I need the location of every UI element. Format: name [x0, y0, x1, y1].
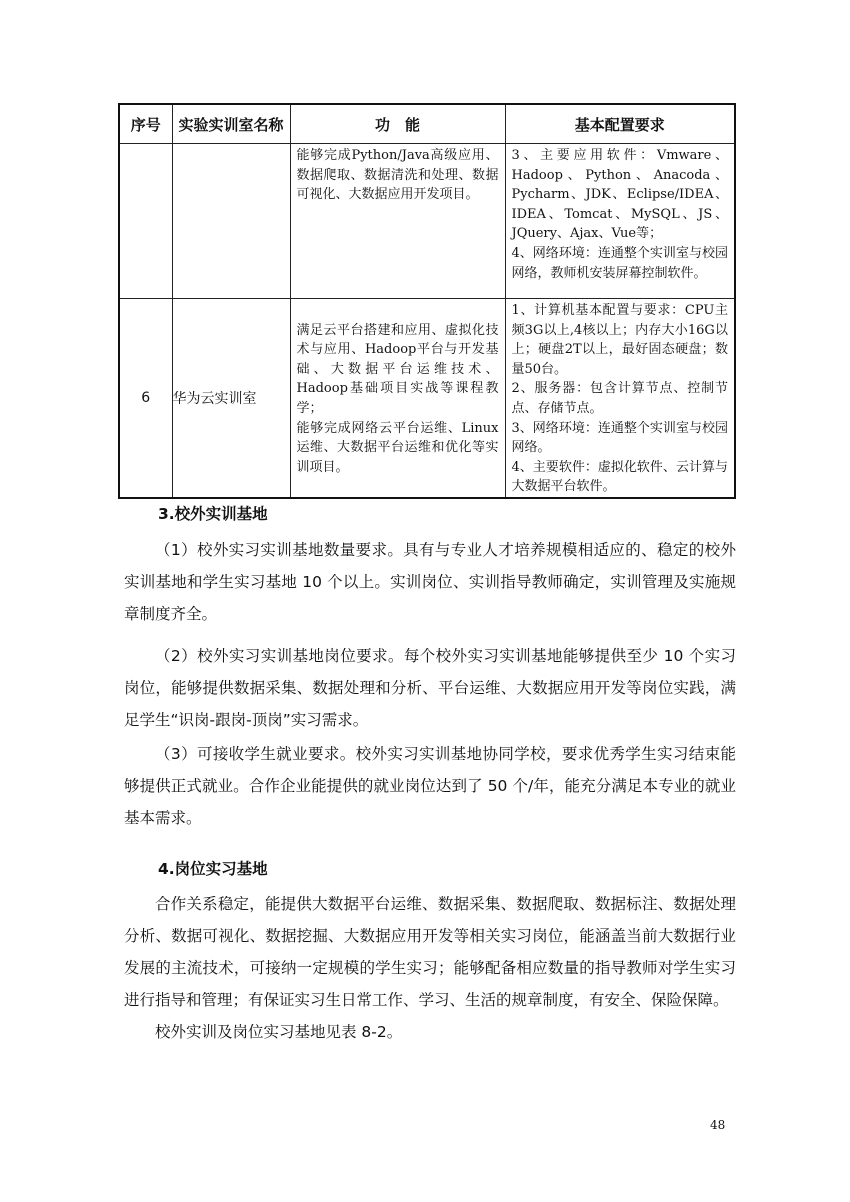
row-config: [505, 144, 735, 299]
row-function: [290, 144, 505, 299]
function-text: 能够完成Python/Java高级应用、数据爬取、数据清洗和处理、数据可视化、大数据应用开发项目。: [296, 148, 499, 203]
config-item: 3、网络环境：连通整个实训室与校园网络。: [511, 420, 728, 456]
section-title: 4.岗位实习基地: [158, 860, 268, 878]
paragraph: 合作关系稳定，能提供大数据平台运维、数据采集、数据爬取、数据标注、数据处理分析、数据可视化、数据挖掘、大数据应用开发等相关实习岗位，能涵盖当前大数据行业发展的主流技术，可接纳一定规模的学生实习；能够配备相应数量的指导教师对学生实习进行指导和管理；有保证实习生日常工作、学习、生活的规章制度，有安全、保险保障。: [124, 895, 736, 1009]
paragraph: （1）校外实习实训基地数量要求。具有与专业人才培养规模相适应的、稳定的校外实训基地和学生实习基地 10 个以上。实训岗位、实训指导教师确定，实训管理及实施规章制度齐全。: [124, 541, 736, 623]
paragraph: 校外实训及岗位实习基地见表 8-2。: [155, 1023, 403, 1041]
config-item: 2、服务器：包含计算节点、控制节点、存储节点。: [511, 381, 728, 416]
function-text: 满足云平台搭建和应用、虚拟化技术与应用、Hadoop平台与开发基础、大数据平台运维技术、Hadoop基础项目实战等课程教学；: [296, 322, 499, 416]
header-lab-name: 实验实训室名称: [172, 104, 290, 144]
row-config: [505, 299, 735, 498]
row-lab-name: [172, 144, 290, 299]
header-config: 基本配置要求: [505, 104, 735, 144]
page-number: 48: [710, 1118, 726, 1132]
row-no: 6: [119, 299, 172, 498]
table-row: [119, 144, 735, 299]
config-item: 4、网络环境：连通整个实训室与校园网络，教师机安装屏幕控制软件。: [511, 245, 728, 281]
table-header-row: [119, 104, 735, 144]
lab-config-table: [118, 103, 736, 499]
paragraph: （3）可接收学生就业要求。校外实习实训基地协同学校，要求优秀学生实习结束能够提供正式就业。合作企业能提供的就业岗位达到了 50 个/年，能充分满足本专业的就业基本需求。: [124, 745, 736, 827]
section-internship-base: [124, 852, 736, 1048]
row-lab-name: 华为云实训室: [172, 299, 290, 498]
config-item: 4、主要软件：虚拟化软件、云计算与大数据平台软件。: [511, 459, 728, 495]
function-text: 能够完成网络云平台运维、Linux运维、大数据平台运维和优化等实训项目。: [296, 420, 499, 475]
row-no: [119, 144, 172, 299]
header-function: 功 能: [290, 104, 505, 144]
header-no: 序号: [119, 104, 172, 144]
section-offsite-training: [124, 500, 736, 834]
config-item: 3、主要应用软件：Vmware、Hadoop、Python、Anacoda、Pycharm、JDK、Eclipse/IDEA、IDEA、Tomcat、MySQL、JS、JQuery、Ajax、Vue等；: [511, 148, 728, 242]
table-row: [119, 299, 735, 498]
section-title: 3.校外实训基地: [158, 505, 268, 523]
paragraph: （2）校外实习实训基地岗位要求。每个校外实习实训基地能够提供至少 10 个实习岗位，能够提供数据采集、数据处理和分析、平台运维、大数据应用开发等岗位实践，满足学生“识岗-跟岗-顶岗”实习需求。: [124, 647, 736, 729]
row-function: [290, 299, 505, 498]
config-item: 1、计算机基本配置与要求：CPU主频3G以上,4核以上；内存大小16G以上；硬盘2T以上，最好固态硬盘；数量50台。: [511, 303, 728, 377]
